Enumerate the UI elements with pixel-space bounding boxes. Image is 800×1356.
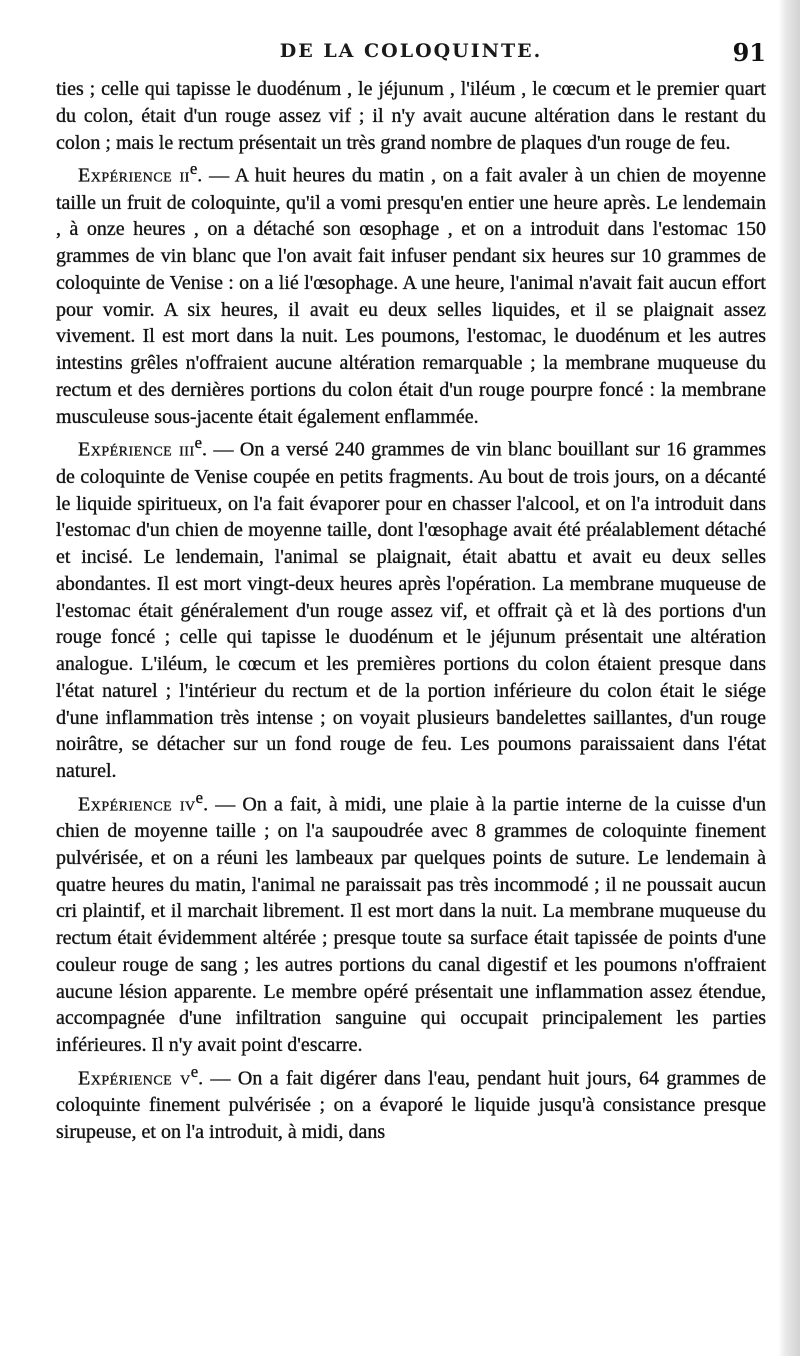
experience-label: Expérience ii xyxy=(78,164,190,187)
experience-label: Expérience iii xyxy=(78,439,195,462)
paragraph-experience-5 xyxy=(56,1059,766,1146)
page-header xyxy=(56,40,766,70)
paragraph-continuation xyxy=(56,76,766,156)
ordinal-suffix: e xyxy=(195,787,204,807)
experience-label: Expérience v xyxy=(78,1067,191,1090)
experience-label: Expérience iv xyxy=(78,793,196,816)
page-number: 91 xyxy=(732,38,766,67)
page-edge-shadow xyxy=(778,0,800,1356)
paragraph-experience-3 xyxy=(56,430,766,784)
paragraph-experience-4 xyxy=(56,785,766,1059)
paragraph-text: . — On a fait digérer dans l'eau, pendant huit jours, 64 grammes de coloquinte finement pulvérisée ; on a évaporé le liquide jusqu'à consistance presque sirupeuse, et on l'a introduit, à midi, dans xyxy=(56,1067,766,1144)
ordinal-suffix: e xyxy=(190,1061,199,1081)
running-title: DE LA COLOQUINTE. xyxy=(279,40,543,62)
paragraph-experience-2 xyxy=(56,156,766,430)
ordinal-suffix: e xyxy=(194,433,203,453)
paragraph-text: . — A huit heures du matin , on a fait avaler à un chien de moyenne taille un fruit de coloquinte, qu'il a vomi presqu'en entier une heure après. Le lendemain , à onze heures , on a détaché son œsophage , et on a introduit dans l'estomac 150 grammes de vin blanc que l'on avait fait infuser pendant six heures sur 10 grammes de coloquinte de Venise : on a lié l'œsophage. A une heure, l'animal n'avait fait aucun effort pour vomir. A six heures, il avait eu deux selles liquides, et il se plaignait assez vivement. Il est mort dans la nuit. Les poumons, l'estomac, le duodénum et les autres intestins grêles n'offraient aucune altération remarquable ; la membrane muqueuse du rectum et des dernières portions du colon était d'un rouge pourpre foncé : la membrane musculeuse sous-jacente était également enflammée. xyxy=(56,164,767,428)
paragraph-text: ties ; celle qui tapisse le duodénum , le jéjunum , l'iléum , le cœcum et le premier quart du colon, était d'un rouge assez vif ; il n'y avait aucune altération dans le restant du colon ; mais le rectum présentait un très grand nombre de plaques d'un rouge de feu. xyxy=(56,78,766,154)
body-text xyxy=(56,76,766,1146)
paragraph-text: . — On a versé 240 grammes de vin blanc bouillant sur 16 grammes de coloquinte de Venise coupée en petits fragments. Au bout de trois jours, on a décanté le liquide spiritueux, on l'a fait évaporer pour en chasser l'alcool, et on l'a introduit dans l'estomac d'un chien de moyenne taille, dont l'œsophage avait été préalablement détaché et incisé. Le lendemain, l'animal se plaignait, était abattu et avait eu deux selles abondantes. Il est mort vingt-deux heures après l'opération. La membrane muqueuse de l'estomac était généralement d'un rouge assez vif, et offrait çà et là des portions d'un rouge foncé ; celle qui tapisse le duodénum et le jéjunum présentait une altération analogue. L'iléum, le cœcum et les premières portions du colon étaient presque dans l'état naturel ; l'intérieur du rectum et de la portion inférieure du colon était le siége d'une inflammation très intense ; on voyait plusieurs bandelettes saillantes, d'un rouge noirâtre, se détacher sur un fond rouge de feu. Les poumons paraissaient dans l'état naturel. xyxy=(56,439,767,783)
ordinal-suffix: e xyxy=(189,159,198,179)
paragraph-text: . — On a fait, à midi, une plaie à la partie interne de la cuisse d'un chien de moyenne taille ; on l'a saupoudrée avec 8 grammes de coloquinte finement pulvérisée, et on a réuni les lambeaux par quelques points de suture. Le lendemain à quatre heures du matin, l'animal ne paraissait pas très incommodé ; il ne poussait aucun cri plaintif, et il marchait librement. Il est mort dans la nuit. La membrane muqueuse du rectum était évidemment altérée ; presque toute sa surface était tapissée de points d'une couleur rouge de sang ; les autres portions du canal digestif et les poumons n'offraient aucune lésion apparente. Le membre opéré présentait une inflammation assez étendue, accompagnée d'une infiltration sanguine qui occupait principalement les parties inférieures. Il n'y avait point d'escarre. xyxy=(56,793,766,1057)
